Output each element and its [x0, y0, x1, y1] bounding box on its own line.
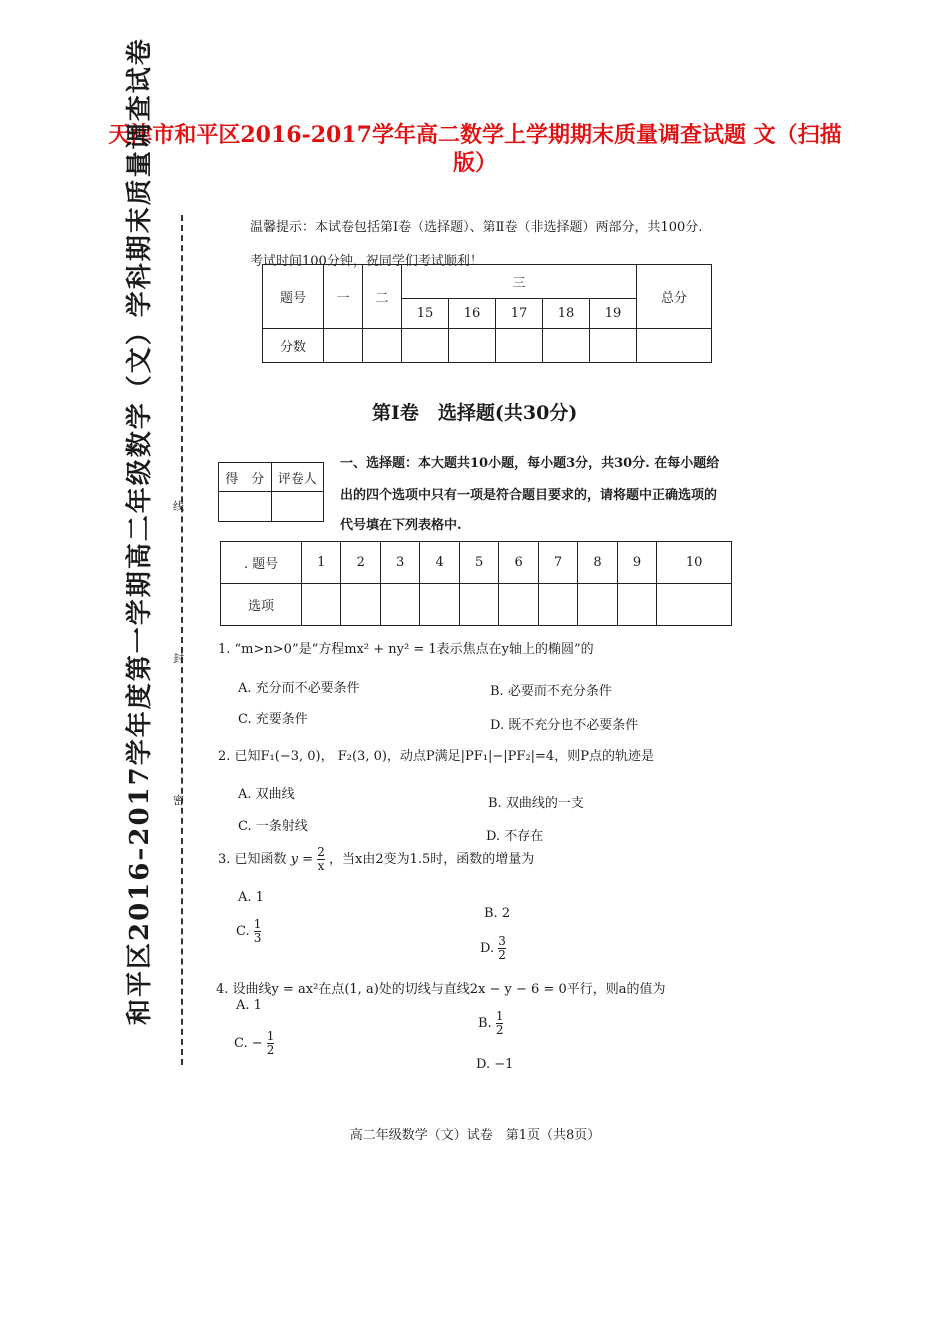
instruction-line-1: 一、选择题：本大题共10小题，每小题3分，共30分. 在每小题给: [340, 456, 720, 471]
answer-cell[interactable]: [538, 584, 577, 626]
q4-option-b-den: 2: [495, 1023, 504, 1037]
q4-stem: 4. 设曲线y = ax²在点(1, a)处的切线与直线2x − y − 6 = 0平行，则a的值为: [216, 982, 666, 997]
q3-stem-suffix: ，当x由2变为1.5时，函数的增量为: [328, 852, 535, 867]
q2-option-b: B. 双曲线的一支: [488, 796, 584, 811]
q1-option-a: A. 充分而不必要条件: [238, 681, 360, 696]
q4-option-d: D. −1: [476, 1057, 514, 1072]
q4-option-b-num: 1: [495, 1009, 504, 1023]
answer-num-6: 6: [499, 542, 538, 584]
score-table-sub-16: 16: [449, 299, 496, 329]
q4-option-b: [478, 1010, 503, 1037]
grader-box: [218, 462, 324, 522]
q4-option-b-label: B.: [478, 1016, 492, 1031]
answer-cell[interactable]: [341, 584, 380, 626]
answer-num-3: 3: [380, 542, 419, 584]
q3-numerator: 2: [317, 845, 325, 859]
q4-option-c: [234, 1030, 274, 1057]
q2-option-d: D. 不存在: [486, 829, 544, 844]
instruction-line-2: 出的四个选项中只有一项是符合题目要求的，请将题中正确选项的: [340, 488, 718, 503]
q3-option-d: [480, 935, 506, 962]
q2-option-c: C. 一条射线: [238, 819, 308, 834]
q1-option-c: C. 充要条件: [238, 712, 308, 727]
q3-fraction: [317, 846, 325, 873]
q3-option-d-fraction: [498, 935, 506, 962]
binding-spine: [118, 37, 162, 1025]
q1-option-b: B. 必要而不充分条件: [490, 684, 612, 699]
score-table-col-2: 二: [363, 265, 402, 329]
q1-stem: 1. “m>n>0”是“方程mx² + ny² = 1表示焦点在y轴上的椭圆”的: [218, 642, 594, 657]
answer-num-9: 9: [617, 542, 656, 584]
score-table-total: 总分: [637, 265, 712, 329]
answer-cell[interactable]: [420, 584, 459, 626]
answer-cell[interactable]: [459, 584, 498, 626]
answer-cell[interactable]: [499, 584, 538, 626]
score-cell[interactable]: [449, 329, 496, 363]
q4-option-a: A. 1: [236, 998, 262, 1013]
instruction-line-3: 代号填在下列表格中.: [340, 518, 462, 533]
answer-num-2: 2: [341, 542, 380, 584]
section-1-title: 第Ⅰ卷 选择题(共30分): [372, 402, 578, 424]
q3-option-c-num: 1: [253, 917, 262, 931]
answer-num-8: 8: [578, 542, 617, 584]
q3-option-a: A. 1: [238, 890, 264, 905]
margin-mark-feng: 封: [173, 652, 184, 665]
grader-score-cell[interactable]: [219, 492, 272, 522]
spine-title: 和平区2016–2017学年度第一学期高二年级数学（文）学科期末质量调查试卷: [125, 37, 155, 1025]
q3-option-c: [236, 918, 261, 945]
q3-option-c-den: 3: [253, 931, 262, 945]
grader-name-cell[interactable]: [271, 492, 324, 522]
answer-num-7: 7: [538, 542, 577, 584]
q3-stem: [218, 846, 534, 873]
q3-option-c-label: C.: [236, 924, 250, 939]
answer-num-10: 10: [657, 542, 732, 584]
answer-table-label-number: . 题号: [221, 542, 302, 584]
score-cell[interactable]: [496, 329, 543, 363]
q2-stem: 2. 已知F₁(−3, 0)， F₂(3, 0)，动点P满足|PF₁|−|PF₂|=4，则P点的轨迹是: [218, 749, 654, 764]
answer-cell[interactable]: [578, 584, 617, 626]
answer-num-5: 5: [459, 542, 498, 584]
answer-num-1: 1: [302, 542, 341, 584]
q3-option-d-label: D.: [480, 941, 495, 956]
answer-cell[interactable]: [302, 584, 341, 626]
score-table-sub-15: 15: [402, 299, 449, 329]
score-table-sub-17: 17: [496, 299, 543, 329]
answer-cell[interactable]: [617, 584, 656, 626]
score-cell[interactable]: [543, 329, 590, 363]
q4-option-b-fraction: [496, 1010, 504, 1037]
margin-mark-xian: 线: [173, 500, 184, 513]
exam-hint-line-1: 温馨提示：本试卷包括第Ⅰ卷（选择题）、第Ⅱ卷（非选择题）两部分，共100分.: [250, 220, 703, 235]
page-footer: 高二年级数学（文）试卷 第1页（共8页）: [349, 1128, 601, 1143]
title-line-2: 版）: [452, 150, 497, 176]
grader-label: 评卷人: [271, 463, 324, 492]
q4-option-c-label: C. −: [234, 1036, 263, 1051]
score-table-label-question: 题号: [263, 265, 324, 329]
score-table-sub-19: 19: [590, 299, 637, 329]
q1-option-d: D. 既不充分也不必要条件: [490, 718, 639, 733]
binding-dashed-line: [181, 215, 183, 1065]
score-table: [262, 264, 712, 363]
title-line-1: 天津市和平区2016-2017学年高二数学上学期期末质量调查试题 文（扫描: [108, 122, 842, 148]
q3-function: y =: [290, 852, 314, 867]
score-table-label-score: 分数: [263, 329, 324, 363]
answer-cell[interactable]: [380, 584, 419, 626]
score-table-sub-18: 18: [543, 299, 590, 329]
margin-mark-mi: 密: [173, 794, 184, 807]
score-cell[interactable]: [590, 329, 637, 363]
exam-hint-line-2: 考试时间100分钟，祝同学们考试顺利！: [250, 254, 483, 269]
answer-num-4: 4: [420, 542, 459, 584]
q3-option-d-num: 3: [498, 934, 506, 948]
q3-option-c-fraction: [254, 918, 262, 945]
answer-cell[interactable]: [657, 584, 732, 626]
score-table-col-1: 一: [324, 265, 363, 329]
q2-option-a: A. 双曲线: [238, 787, 295, 802]
q3-stem-prefix: 3. 已知函数: [218, 852, 287, 867]
score-cell[interactable]: [324, 329, 363, 363]
score-cell[interactable]: [402, 329, 449, 363]
score-cell[interactable]: [363, 329, 402, 363]
answer-table: [220, 541, 732, 626]
q4-option-c-fraction: [267, 1030, 275, 1057]
grader-score-label: 得 分: [219, 463, 272, 492]
q3-denominator: x: [317, 859, 325, 873]
q3-option-d-den: 2: [498, 948, 506, 962]
q4-option-c-den: 2: [266, 1043, 275, 1057]
score-cell[interactable]: [637, 329, 712, 363]
score-table-group-3: 三: [402, 265, 637, 299]
q3-option-b: B. 2: [484, 906, 511, 921]
answer-table-label-option: 选项: [221, 584, 302, 626]
q4-option-c-num: 1: [266, 1029, 275, 1043]
